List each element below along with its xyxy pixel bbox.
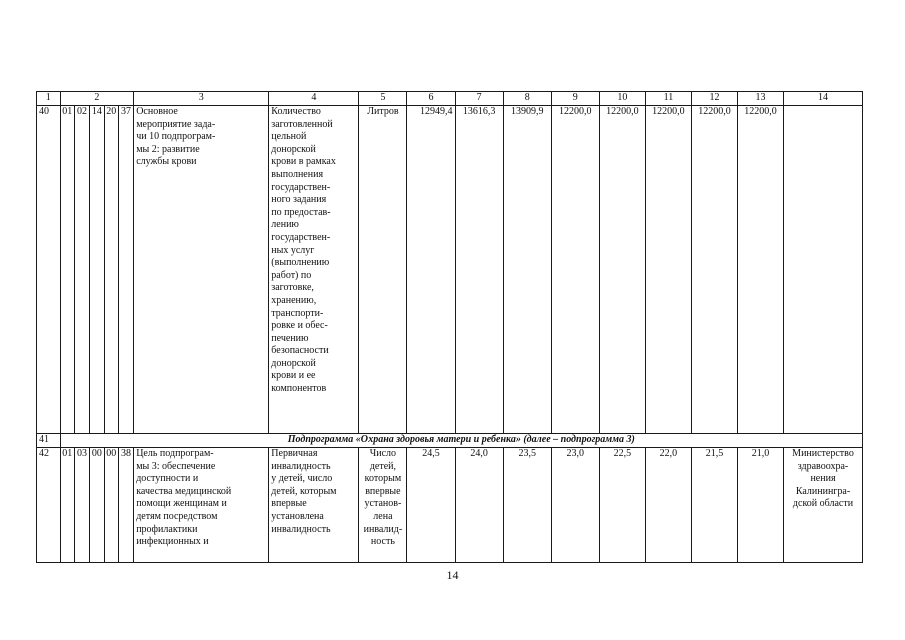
value-cell: 12200,0: [599, 106, 645, 434]
code-cell: 01: [60, 448, 74, 563]
row-number: 40: [37, 106, 61, 434]
unit-cell: Число детей, которым впервые установ- лена инвалид- ность: [359, 448, 407, 563]
value-cell: 12200,0: [737, 106, 783, 434]
activity-name: Основное мероприятие зада- чи 10 подпрограм- мы 2: развитие службы крови: [134, 106, 269, 434]
value-cell: 13616,3: [455, 106, 503, 434]
header-cell: 10: [599, 92, 645, 106]
value-cell: 12200,0: [691, 106, 737, 434]
value-cell: 12200,0: [645, 106, 691, 434]
executor-cell: [784, 106, 863, 434]
value-cell: 23,5: [503, 448, 551, 563]
header-cell: 3: [134, 92, 269, 106]
header-cell: 8: [503, 92, 551, 106]
value-cell: 24,5: [407, 448, 455, 563]
value-cell: 12200,0: [551, 106, 599, 434]
value-cell: 12949,4: [407, 106, 455, 434]
header-cell: 7: [455, 92, 503, 106]
code-cell: 01: [60, 106, 74, 434]
indicator-name: Первичная инвалидность у детей, число детей, которым впервые установлена инвалидность: [269, 448, 359, 563]
code-cell: 02: [74, 106, 89, 434]
header-cell: 11: [645, 92, 691, 106]
table-row-40: [37, 106, 863, 434]
header-cell: 2: [60, 92, 134, 106]
table-row-42: [37, 448, 863, 563]
row-number: 41: [37, 434, 61, 448]
value-cell: 24,0: [455, 448, 503, 563]
code-cell: 38: [118, 448, 133, 563]
header-row: [37, 92, 863, 106]
header-cell: 12: [691, 92, 737, 106]
header-cell: 5: [359, 92, 407, 106]
value-cell: 22,5: [599, 448, 645, 563]
value-cell: 13909,9: [503, 106, 551, 434]
header-cell: 4: [269, 92, 359, 106]
value-cell: 22,0: [645, 448, 691, 563]
indicator-table: [36, 91, 863, 563]
goal-name: Цель подпрограм- мы 3: обеспечение доступности и качества медицинской помощи женщинам и детям посредством профилактики инфекционных и: [134, 448, 269, 563]
value-cell: 23,0: [551, 448, 599, 563]
header-cell: 14: [784, 92, 863, 106]
header-cell: 13: [737, 92, 783, 106]
subprogram-title: Подпрограмма «Охрана здоровья матери и ребенка» (далее – подпрограмма 3): [60, 434, 862, 448]
header-cell: 6: [407, 92, 455, 106]
code-cell: 14: [90, 106, 104, 434]
value-cell: 21,0: [737, 448, 783, 563]
code-cell: 37: [118, 106, 133, 434]
code-cell: 00: [90, 448, 104, 563]
header-cell: 1: [37, 92, 61, 106]
table-row-41: [37, 434, 863, 448]
code-cell: 20: [104, 106, 118, 434]
unit-cell: Литров: [359, 106, 407, 434]
value-cell: 21,5: [691, 448, 737, 563]
row-number: 42: [37, 448, 61, 563]
code-cell: 00: [104, 448, 118, 563]
header-cell: 9: [551, 92, 599, 106]
indicator-name: Количество заготовленной цельной донорской крови в рамках выполнения государствен- ного задания по предостав- лению государствен- ных услуг (выполнению работ) по заготовке, хранению, транспорти- ровке и обес- печению безопасности донорской крови и ее компонентов: [269, 106, 359, 434]
code-cell: 03: [74, 448, 89, 563]
executor-cell: Министерство здравоохра- нения Калинингра- дской области: [784, 448, 863, 563]
page-number: 14: [446, 568, 459, 582]
